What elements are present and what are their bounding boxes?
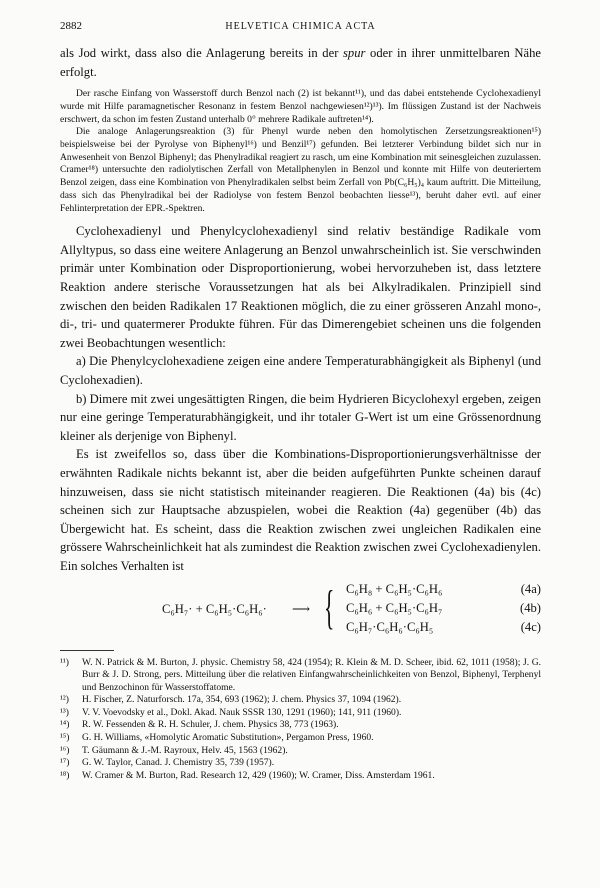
reaction-label: (4c) xyxy=(520,619,541,634)
footnote-text: G. H. Williams, «Homolytic Aromatic Substitution», Pergamon Press, 1960. xyxy=(82,732,374,744)
reaction-reactants: C₆H₇· + C₆H₅·C₆H₆· xyxy=(162,601,267,616)
footnote-text: W. N. Patrick & M. Burton, J. physic. Chemistry 58, 424 (1954); R. Klein & M. D. Scheer, ibid. 62, 1011 (1958); J. G. Burr & J. D. Strong, pers. Mitteilung über die relativen Einfangwahrscheinlichkeiten von Benzol, Biphenyl, Terphenyl und Benzochinon für Wasserstoffatome. xyxy=(82,656,541,693)
reaction-brace: { xyxy=(324,580,335,634)
footnote-number: ¹¹) xyxy=(60,656,69,668)
footnote-text: T. Gäumann & J.-M. Rayroux, Helv. 45, 1563 (1962). xyxy=(82,744,288,756)
footnote-text: W. Cramer & M. Burton, Rad. Research 12, 429 (1960); W. Cramer, Diss. Amsterdam 1961. xyxy=(82,769,435,781)
page-number: 2882 xyxy=(60,20,82,32)
journal-title: HELVETICA CHIMICA ACTA xyxy=(225,21,376,32)
reaction-label: (4b) xyxy=(520,600,541,615)
footnote xyxy=(60,657,541,695)
reaction-arrow: ⟶ xyxy=(292,601,311,616)
intro-spur: spur xyxy=(343,46,366,60)
intro-text-a: als Jod wirkt, dass also die Anlagerung bereits in der xyxy=(60,46,344,60)
running-header xyxy=(60,20,541,34)
footnote xyxy=(60,707,541,720)
footnote-divider xyxy=(60,650,114,651)
footnote xyxy=(60,757,541,770)
footnote xyxy=(60,732,541,745)
reaction-product: C₆H₇·C₆H₆·C₆H₅ xyxy=(346,619,434,634)
footnote xyxy=(60,719,541,732)
footnote-number: ¹⁷) xyxy=(60,757,70,769)
footnote-number: ¹²) xyxy=(60,694,69,706)
reaction-product: C₆H₈ + C₆H₅·C₆H₆ xyxy=(346,581,443,596)
footnote xyxy=(60,770,541,783)
footnote-number: ¹⁶) xyxy=(60,744,70,756)
footnote xyxy=(60,694,541,707)
footnote-text: V. V. Voevodsky et al., Dokl. Akad. Nauk SSSR 130, 1291 (1960); 141, 911 (1960). xyxy=(82,706,402,718)
footnote-number: ¹⁵) xyxy=(60,732,70,744)
page-body xyxy=(60,44,541,782)
footnote-number: ¹⁸) xyxy=(60,769,70,781)
body-paragraph: Cyclohexadienyl und Phenylcyclohexadienyl sind relativ beständige Radikale vom Allyltypus, so dass eine weitere Anlagerung an Benzol unwahrscheinlich ist. Sie verschwinden primär unter Kombination oder Disproportionierung, wobei hervorzuheben ist, dass letztere Reaktion andere sterische Voraussetzungen hat als bei Alkylradikalen. Prinzipiell sind zwischen den beiden Radikalen 17 Reaktionen möglich, die zu einer grösseren Anzahl mono-, di-, tri- und quatermerer Produkte führen. Für das Dimerengebiet scheinen uns die folgenden zwei Beobachtungen wesentlich: xyxy=(60,224,541,350)
small-paragraph: Die analoge Anlagerungsreaktion (3) für Phenyl wurde neben den homolytischen Zersetzungsreaktionen¹⁵) beispielsweise bei der Pyrolyse von Biphenyl¹⁶) und Benzil¹⁷) gefunden. Bei letzterer Verbindung bildet sich nur in Anwesenheit von Benzol Biphenyl; das Phenylradikal reagiert zu rasch, um eine Kombination mit seinesgleichen zuzulassen. Cramer¹⁸) untersuchte den radiolytischen Zerfall von Metallphenylen in Benzol und konnte mit Hilfe von deuteriertem Benzol zeigen, dass eine Kombination von Phenylradikalen selbst beim Zerfall von Pb(C₆H₅)₄ kaum auftritt. Die Mitteilung, dass sich das Phenylradikal bei der Radiolyse von festem Benzol beobachten liesse¹³), beruht daher evtl. auf einer Fehlinterpretation der EPR.-Spektren. xyxy=(60,126,541,214)
body-paragraph: a) Die Phenylcyclohexadiene zeigen eine andere Temperaturabhängigkeit als Biphenyl (und Cyclohexadien). xyxy=(60,354,541,387)
footnote-text: H. Fischer, Z. Naturforsch. 17a, 354, 693 (1962); J. chem. Physics 37, 1094 (1962). xyxy=(82,694,402,706)
small-paragraph: Der rasche Einfang von Wasserstoff durch Benzol nach (2) ist bekannt¹¹), und das dabei entstehende Cyclohexadienyl wurde mit Hilfe paramagnetischer Resonanz in festem Benzol nachgewiesen¹²)¹³). Im flüssigen Zustand ist der Nachweis erschwert, da schon im festen Zustand unterhalb 0° mehrere Radikale auftreten¹⁴). xyxy=(60,88,541,125)
body-paragraph: Es ist zweifellos so, dass über die Kombinations-Disproportionierungsverhältnisse der erwähnten Radikale nichts bekannt ist, aber die beiden aufgeführten Punkte scheinen darauf hinzuweisen, dass sie nicht statistisch miteinander reagieren. Die Reaktionen (4a) bis (4c) scheinen sich zur Hauptsache abzuspielen, wobei die Reaktion (4a) gegenüber (4b) das Übergewicht hat. Es scheint, dass die Reaktion zwischen zwei ungleichen Radikalen eine grössere Wahrscheinlichkeit hat als zumindest die Reaktion zwischen zwei Cyclohexadienylen. Ein solches Verhalten ist xyxy=(60,447,541,573)
footnote-text: R. W. Fessenden & R. H. Schuler, J. chem. Physics 38, 773 (1963). xyxy=(82,719,339,731)
footnote-text: G. W. Taylor, Canad. J. Chemistry 35, 739 (1957). xyxy=(82,757,275,769)
reaction-equation xyxy=(60,582,541,640)
intro-text-b: oder in ihrer unmittelbaren Nähe erfolgt. xyxy=(60,46,541,79)
footnote-number: ¹³) xyxy=(60,706,69,718)
reaction-label: (4a) xyxy=(520,581,541,596)
intro-paragraph xyxy=(60,44,541,81)
reaction-product: C₆H₆ + C₆H₅·C₆H₇ xyxy=(346,600,443,615)
body-paragraph: b) Dimere mit zwei ungesättigten Ringen, die beim Hydrieren Bicyclohexyl ergeben, zeigen nur eine geringe Temperaturabhängigkeit, und ihr totaler G-Wert ist um eine Grössenordnung kleiner als derjenige von Biphenyl. xyxy=(60,391,541,443)
footnote xyxy=(60,745,541,758)
footnote-number: ¹⁴) xyxy=(60,719,70,731)
